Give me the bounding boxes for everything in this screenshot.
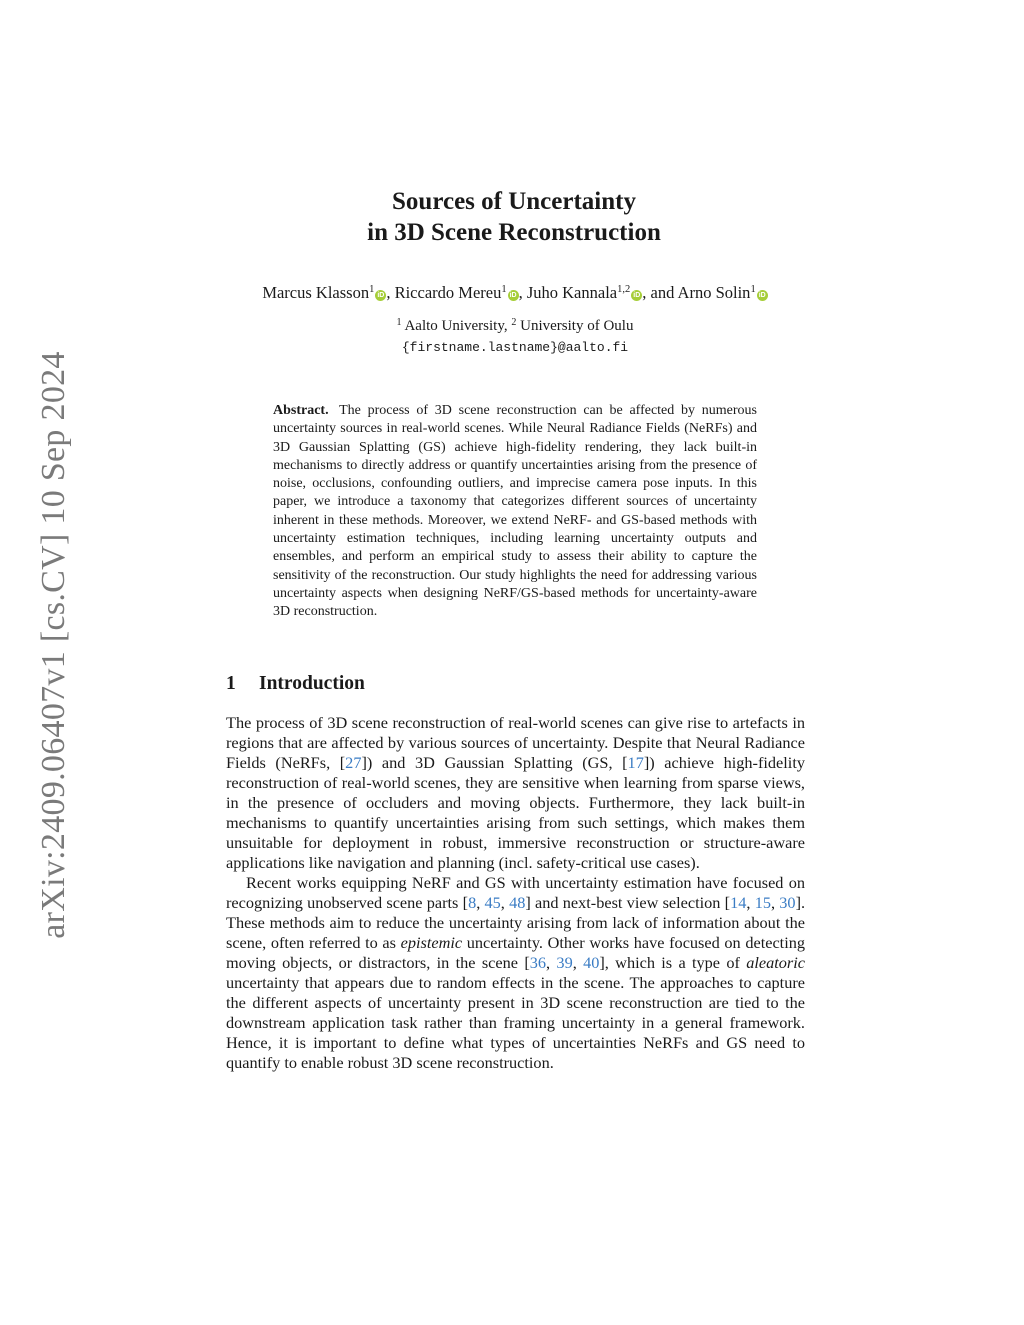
author-affiliation-mark: 1 <box>501 284 507 295</box>
paragraph-text: Recent works equipping NeRF and GS with uncertainty estimation have focused on recognizing unobserved scene parts [ <box>226 873 805 912</box>
citation-link[interactable]: 39 <box>556 953 573 972</box>
author-affiliation-mark: 1 <box>369 284 375 295</box>
abstract-label: Abstract. <box>273 403 329 418</box>
paragraph-text: ]. These methods aim to reduce the uncertainty arising from lack of information about the scene, often referred to as <box>226 893 806 952</box>
citation-link[interactable]: 40 <box>583 953 600 972</box>
introduction-body <box>226 713 805 1073</box>
citation-link[interactable]: 30 <box>779 893 796 912</box>
citation-link[interactable]: 45 <box>484 893 501 912</box>
section-title: Introduction <box>259 673 365 694</box>
paragraph-text: ] and next-best view selection [ <box>525 893 731 912</box>
affiliations <box>0 318 1024 335</box>
emphasis-term: epistemic <box>400 933 463 952</box>
orcid-icon[interactable]: iD <box>633 292 641 299</box>
paragraph-text: uncertainty that appears due to random effects in the scene. The approaches to capture the different aspects of uncertainty present in 3D scene reconstruction are tied to the downstream application task rather than framing uncertainty in a general framework. Hence, it is important to define what types of uncertainties NeRFs and GS need to quantify to enable robust 3D scene reconstruction. <box>226 973 805 1072</box>
orcid-icon[interactable]: iD <box>758 292 766 299</box>
abstract <box>273 402 757 622</box>
author-affiliation-mark: 1,2 <box>617 284 631 295</box>
paragraph-text: ]) and 3D Gaussian Splatting (GS, [ <box>361 753 628 772</box>
citation-link[interactable]: 15 <box>754 893 771 912</box>
paper-title <box>0 186 1024 248</box>
paragraph-text: The process of 3D scene reconstruction of real-world scenes can give rise to artefacts in regions that are affected by various sources of uncertainty. Despite that Neural Radiance Fields (NeRFs, [ <box>226 713 805 772</box>
section-heading <box>226 673 365 695</box>
author-name: Arno Solin <box>677 283 751 302</box>
paragraph-text: uncertainty. Other works have focused on detecting moving objects, or distractors, in the scene [ <box>226 933 805 972</box>
author-affiliation-mark: 1 <box>750 284 756 295</box>
author-separator: , and <box>642 283 678 302</box>
citation-link[interactable]: 14 <box>730 893 747 912</box>
orcid-icon[interactable]: iD <box>509 292 517 299</box>
orcid-icon[interactable]: iD <box>377 292 385 299</box>
affiliation-mark: 1 <box>396 317 402 328</box>
paragraph: Recent works equipping NeRF and GS with uncertainty estimation have focused on recognizing unobserved scene parts [8, 45, 48] and next-best view selection [14, 15, 30]. These methods aim to reduce the uncertainty arising from lack of information about the scene, often referred to as epistemic uncertainty. Other works have focused on detecting moving objects, or distractors, in the scene [36, 39, 40], which is a type of aleatoric uncertainty that appears due to random effects in the scene. The approaches to capture the different aspects of uncertainty present in 3D scene reconstruction are tied to the downstream application task rather than framing uncertainty in a general framework. Hence, it is important to define what types of uncertainties NeRFs and GS need to quantify to enable robust 3D scene reconstruction. <box>226 873 806 1072</box>
arxiv-identifier: arXiv:2409.06407v1 [cs.CV] 10 Sep 2024 <box>35 351 72 939</box>
title-line-1: Sources of Uncertainty <box>392 188 636 215</box>
affiliation-name: University of Oulu <box>520 318 634 334</box>
paragraph-text: ]) achieve high-fidelity reconstruction of real-world scenes, they are sensitive when learning from sparse views, in the presence of occluders and moving objects. Furthermore, they lack built-in mechanisms to quantify uncertainties arising from such settings, which makes them unsuitable for deployment in robust, immersive reconstruction or structure-aware applications like navigation and planning (incl. safety-critical use cases). <box>226 753 805 872</box>
citation-link[interactable]: 36 <box>529 953 547 972</box>
affiliation-name: Aalto University, <box>404 318 508 334</box>
citation-link[interactable]: 48 <box>509 893 526 912</box>
author-separator: , <box>518 283 527 302</box>
author-list <box>0 283 1024 303</box>
author-name: Marcus Klasson <box>262 283 370 302</box>
contact-email: {firstname.lastname}@aalto.fi <box>401 340 629 355</box>
emphasis-term: aleatoric <box>746 953 806 972</box>
paragraph <box>226 713 805 873</box>
section-number: 1 <box>226 673 236 694</box>
citation-link[interactable]: 27 <box>345 753 362 772</box>
citation-link[interactable]: 8 <box>468 893 477 912</box>
affiliation-mark: 2 <box>511 317 517 328</box>
title-line-2: in 3D Scene Reconstruction <box>367 219 661 246</box>
abstract-text: The process of 3D scene reconstruction can be affected by numerous uncertainty sources in real-world scenes. While Neural Radiance Fields (NeRFs) and 3D Gaussian Splatting (GS) achieve high-fidelity rendering, they lack built-in mechanisms to directly address or quantify uncertainties arising from the presence of noise, occlusions, confounding outliers, and imprecise camera pose inputs. In this paper, we introduce a taxonomy that categorizes different sources of uncertainty inherent in these methods. Moreover, we extend NeRF- and GS-based methods with uncertainty estimation techniques, including learning uncertainty outputs and ensembles, and perform an empirical study to assess their ability to capture the sensitivity of the reconstruction. Our study highlights the need for addressing various uncertainty aspects when designing NeRF/GS-based methods for uncertainty-aware 3D reconstruction. <box>273 403 757 620</box>
citation-link[interactable]: 17 <box>627 753 644 772</box>
author-name: Riccardo Mereu <box>394 283 502 302</box>
paragraph-text: ], which is a type of <box>599 953 747 972</box>
author-name: Juho Kannala <box>526 283 618 302</box>
author-separator: , <box>386 283 395 302</box>
